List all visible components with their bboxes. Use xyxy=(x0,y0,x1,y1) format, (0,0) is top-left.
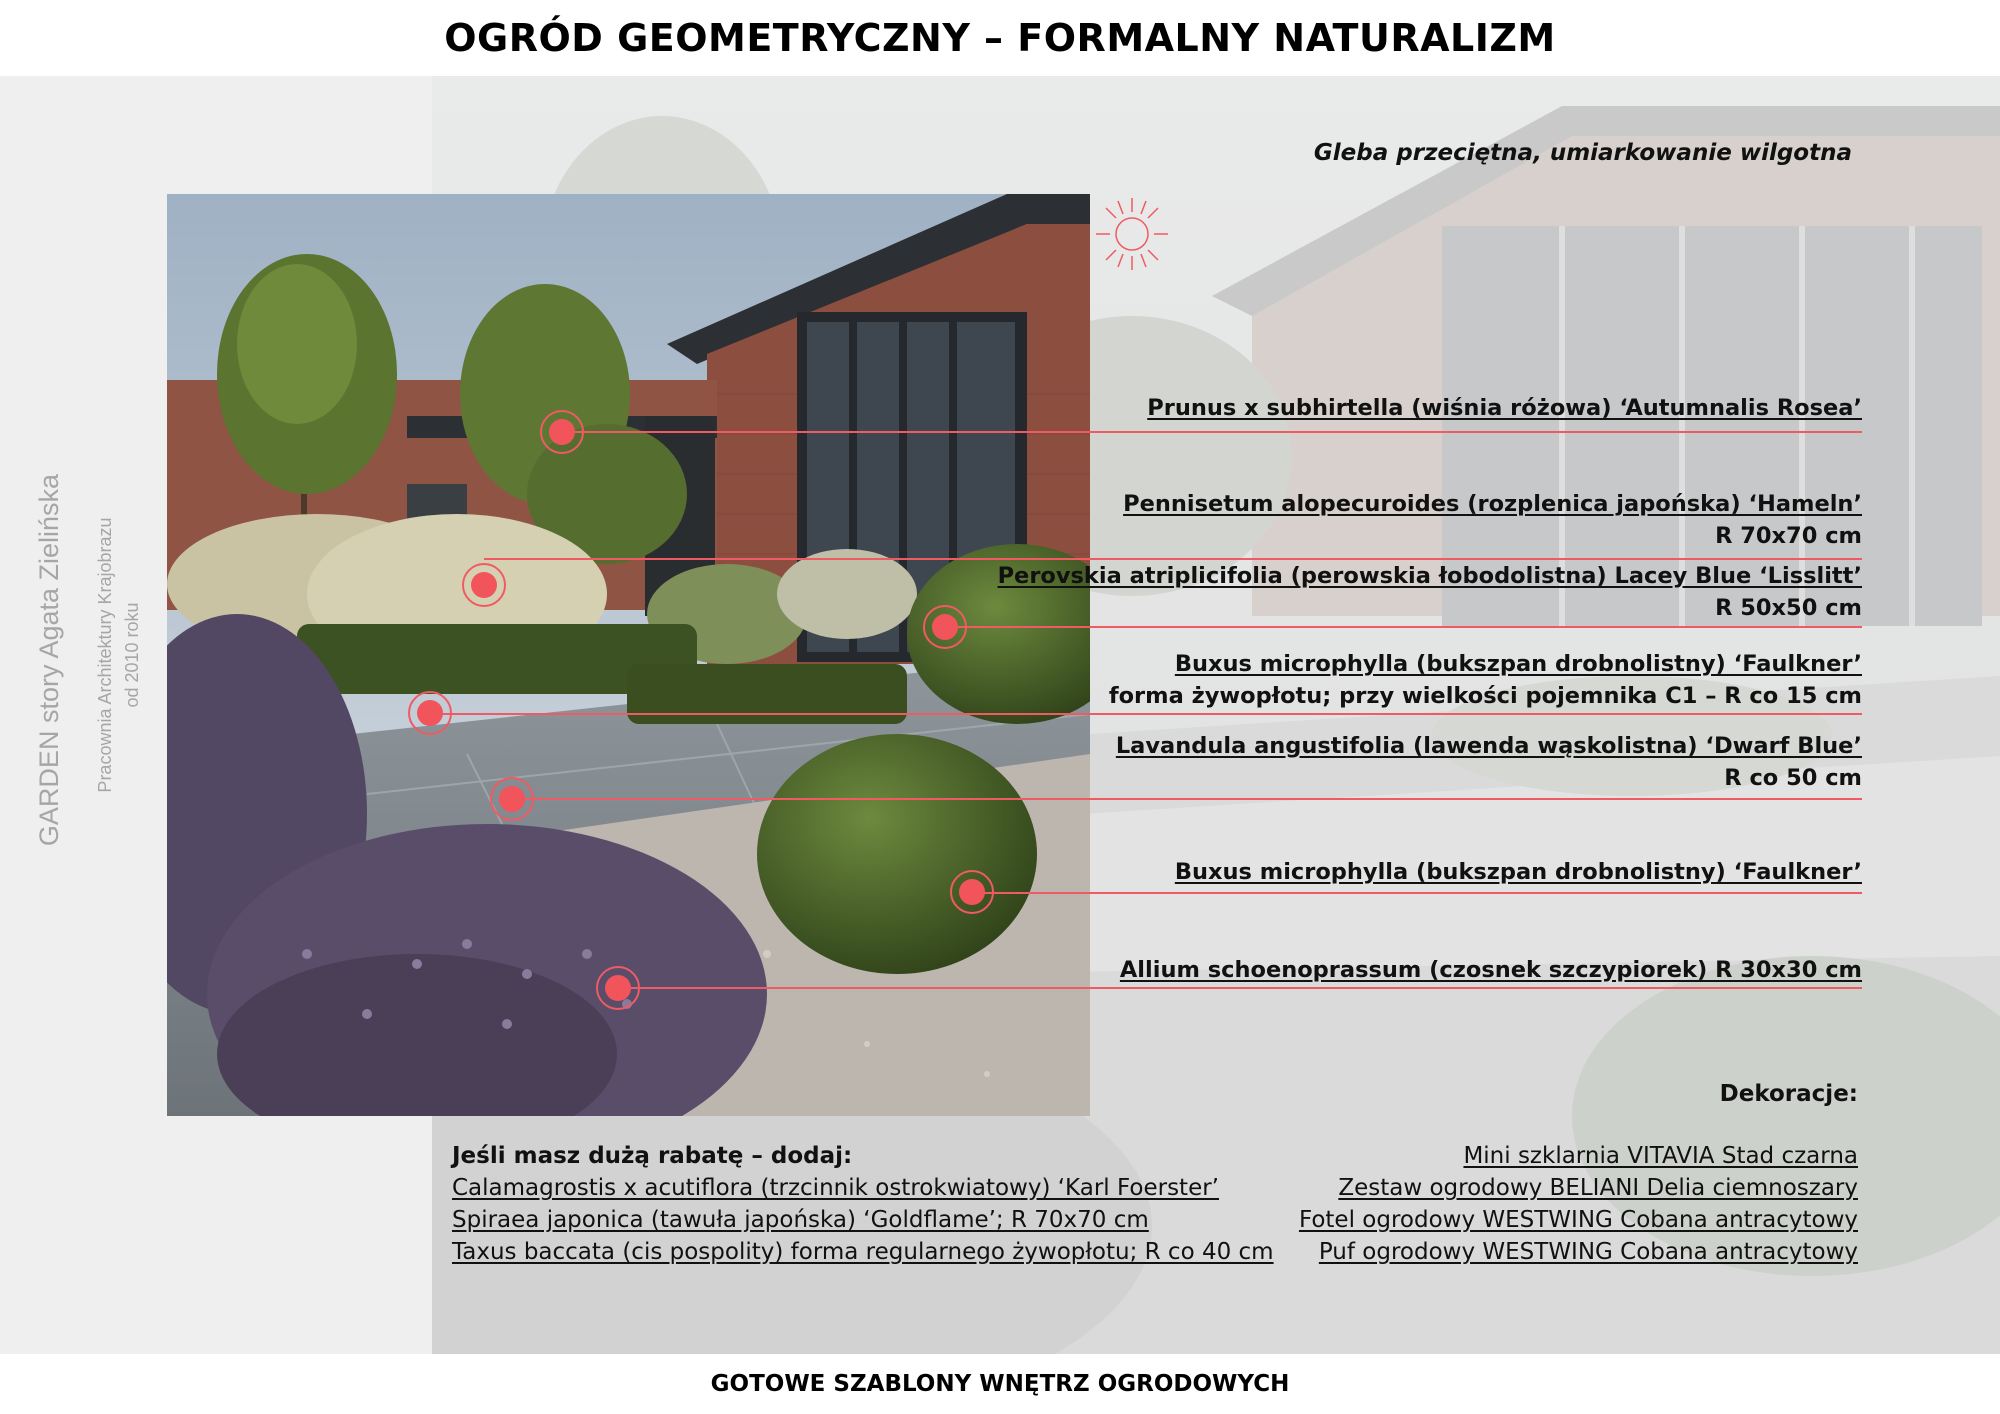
plant-spec: R 50x50 cm xyxy=(1715,595,1862,621)
plant-name: Perovskia atriplicifolia (perowskia łobodolistna) Lacey Blue ‘Lisslitt’ xyxy=(997,563,1862,589)
plant-name: Buxus microphylla (bukszpan drobnolistny) ‘Faulkner’ xyxy=(1174,651,1862,677)
plant-label-lavandula xyxy=(1116,730,1862,794)
leader-line xyxy=(512,798,1862,800)
decoration-link[interactable]: Fotel ogrodowy WESTWING Cobana antracytowy xyxy=(1298,1207,1858,1233)
page-title: OGRÓD GEOMETRYCZNY – FORMALNY NATURALIZM xyxy=(444,16,1556,60)
leader-line xyxy=(618,987,1862,989)
leader-line xyxy=(430,713,1862,715)
plant-spec: R 70x70 cm xyxy=(1715,523,1862,549)
additions-item[interactable]: Spiraea japonica (tawuła japońska) ‘Goldflame’; R 70x70 cm xyxy=(452,1207,1149,1233)
sun-icon xyxy=(1094,196,1170,272)
plant-name: Prunus x subhirtella (wiśnia różowa) ‘Autumnalis Rosea’ xyxy=(1147,395,1862,421)
plant-marker xyxy=(923,605,967,649)
plant-marker xyxy=(462,563,506,607)
plant-label-buxus-ball xyxy=(1175,856,1862,888)
plant-name: Buxus microphylla (bukszpan drobnolistny) ‘Faulkner’ xyxy=(1174,859,1862,885)
plant-marker xyxy=(950,870,994,914)
plant-label-prunus xyxy=(1147,392,1862,424)
plant-label-buxus-hedge xyxy=(1109,648,1862,712)
additions-item[interactable]: Taxus baccata (cis pospolity) forma regularnego żywopłotu; R co 40 cm xyxy=(452,1239,1274,1265)
soil-note: Gleba przeciętna, umiarkowanie wilgotna xyxy=(1313,140,1852,166)
plant-marker xyxy=(540,410,584,454)
leader-line xyxy=(972,892,1862,894)
leader-line xyxy=(562,431,1862,433)
plant-label-perovskia xyxy=(998,560,1862,624)
decoration-link[interactable]: Mini szklarnia VITAVIA Stad czarna xyxy=(1463,1143,1858,1169)
additions-heading: Jeśli masz dużą rabatę – dodaj: xyxy=(452,1143,853,1169)
plant-name: Pennisetum alopecuroides (rozplenica japońska) ‘Hameln’ xyxy=(1123,491,1862,517)
plant-name: Allium schoenoprassum (czosnek szczypiorek) R 30x30 cm xyxy=(1119,957,1862,983)
decorations-heading: Dekoracje: xyxy=(1719,1081,1858,1107)
additions-item[interactable]: Calamagrostis x acutiflora (trzcinnik ostrokwiatowy) ‘Karl Foerster’ xyxy=(452,1175,1219,1201)
additions-block xyxy=(452,1140,1274,1268)
brand-subtitle xyxy=(92,470,146,840)
plant-marker xyxy=(490,777,534,821)
leader-line xyxy=(946,626,1862,628)
plant-spec: forma żywopłotu; przy wielkości pojemnika C1 – R co 15 cm xyxy=(1108,683,1862,709)
plant-marker xyxy=(596,966,640,1010)
plant-label-pennisetum xyxy=(1123,488,1862,552)
decoration-link[interactable]: Puf ogrodowy WESTWING Cobana antracytowy xyxy=(1318,1239,1858,1265)
leader-line xyxy=(484,558,1862,560)
brand-since: od 2010 roku xyxy=(122,602,142,708)
decorations-block xyxy=(1299,1078,1858,1268)
plant-label-allium xyxy=(1120,954,1862,986)
brand-subtitle-line: Pracownia Architektury Krajobrazu xyxy=(95,517,115,793)
decoration-link[interactable]: Zestaw ogrodowy BELIANI Delia ciemnoszary xyxy=(1338,1175,1858,1201)
footer-title: GOTOWE SZABLONY WNĘTRZ OGRODOWYCH xyxy=(710,1371,1290,1397)
plant-marker xyxy=(408,691,452,735)
plant-spec: R co 50 cm xyxy=(1724,765,1862,791)
plant-name: Lavandula angustifolia (lawenda wąskolistna) ‘Dwarf Blue’ xyxy=(1115,733,1862,759)
brand-name: GARDEN story Agata Zielińska xyxy=(34,473,64,847)
